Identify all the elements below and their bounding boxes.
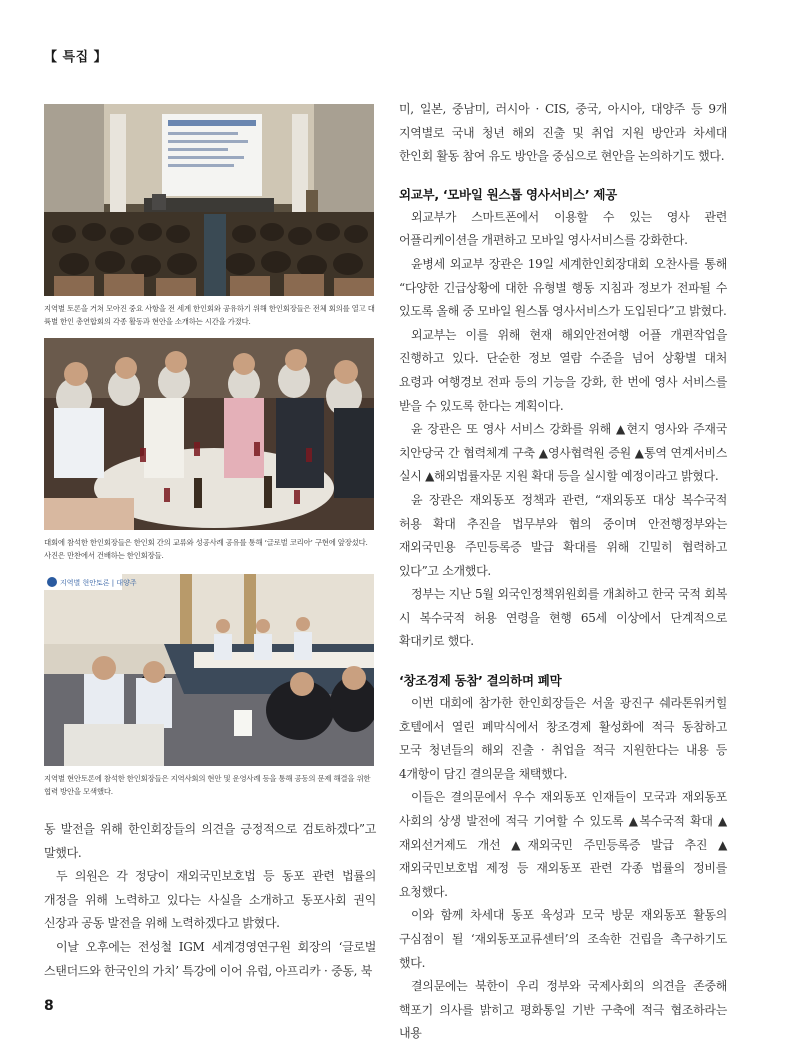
paragraph: 미, 일본, 중남미, 러시아 · CIS, 중국, 아시아, 대양주 등 9개 지역별로 국내 청년 해외 진출 및 취업 지원 방안과 차세대 한인회 활동 참여 유도 방안을 중심으로 현안을 논의하기도 했다. [399, 102, 727, 164]
page-number: 8 [44, 998, 54, 1014]
section-tag: 【 특집 】 [44, 50, 108, 65]
paragraph: 정부는 지난 5월 외국인정책위원회를 개최하고 한국 국적 회복 시 복수국적 허용 연령을 현행 65세 이상에서 단계적으로 확대키로 했다. [399, 587, 727, 649]
conference-hall-photo [44, 104, 374, 296]
section-heading: 외교부, ‘모바일 원스톱 영사서비스’ 제공 [399, 186, 617, 202]
regional-meeting-photo [44, 574, 374, 766]
paragraph: 외교부가 스마트폰에서 이용할 수 있는 영사 관련 어플리케이션을 개편하고 모바일 영사서비스를 강화한다. [399, 209, 727, 248]
paragraph: 이와 함께 차세대 동포 육성과 모국 방문 재외동포 활동의 구심점이 될 ‘재외동포교류센터’의 조속한 건립을 촉구하기도 했다. [399, 908, 727, 970]
paragraph: 윤병세 외교부 장관은 19일 세계한인회장대회 오찬사를 통해 “다양한 긴급상황에 대한 유형별 행동 지침과 정보가 전파될 수 있도록 올해 중 모바일 원스톱 영사서비스가 도입된다”고 밝혔다. [399, 256, 727, 319]
paragraph: 이날 오후에는 전성철 IGM 세계경영연구원 회장의 ‘글로벌 스탠더드와 한국인의 가치’ 특강에 이어 유럽, 아프리카 · 중동, 북 [44, 939, 376, 978]
paragraph: 동 발전을 위해 한인회장들의 의견을 긍정적으로 검토하겠다”고 말했다. [44, 822, 376, 860]
paragraph: 윤 장관은 또 영사 서비스 강화를 위해 ▲현지 영사와 주재국 치안당국 간 협력체계 구축 ▲영사협력원 증원 ▲통역 연계서비스 실시 ▲해외법률자문 지원 확대 등을 실시할 예정이라고 밝혔다. [399, 422, 727, 484]
paragraph: 윤 장관은 재외동포 정책과 관련, “재외동포 대상 복수국적 허용 확대 추진을 법무부와 협의 중이며 안전행정부와는 재외국민용 주민등록증 발급 확대를 위해 긴밀히 협력하고 있다”고 소개했다. [399, 492, 727, 578]
paragraph: 이들은 결의문에서 우수 재외동포 인재들이 모국과 재외동포 사회의 상생 발전에 적극 기여할 수 있도록 ▲복수국적 확대 ▲재외선거제도 개선 ▲재외국민 주민등록증 발급 추진 ▲재외국민보호법 제정 등 재외동포 관련 각종 법률의 정비를 요청했다. [399, 790, 727, 899]
left-column-text [44, 818, 376, 983]
section-heading: ‘창조경제 동참’ 결의하며 폐막 [399, 673, 562, 689]
paragraph: 이번 대회에 참가한 한인회장들은 서울 광진구 쉐라톤워커힐 호텔에서 열린 폐막식에서 창조경제 활성화에 적극 동참하고 모국 청년들의 해외 진출 · 취업을 적극 지원한다는 내용 등 4개항이 담긴 결의문을 채택했다. [399, 696, 727, 781]
photo-caption: 대회에 참석한 한인회장들은 한인회 간의 교류와 성공사례 공유를 통해 ‘글로벌 코리아’ 구현에 앞장섰다. 사진은 만찬에서 건배하는 한인회장들. [44, 538, 368, 560]
meeting-banner: 지역별 현안토론 | 대양주 [60, 579, 137, 587]
paragraph: 두 의원은 각 정당이 재외국민보호법 등 동포 관련 법률의 개정을 위해 노력하고 있다는 사실을 소개하고 동포사회 권익 신장과 공동 발전을 위해 노력하겠다고 밝혔다. [44, 869, 376, 931]
photo-caption: 지역별 현안토론에 참석한 한인회장들은 지역사회의 현안 및 운영사례 등을 통해 공동의 문제 해결을 위한 협력 방안을 모색했다. [44, 774, 371, 796]
paragraph: 결의문에는 북한이 우리 정부와 국제사회의 의견을 존중해 핵포기 의사를 밝히고 평화통일 기반 구축에 적극 협조하라는 내용 [399, 979, 727, 1041]
dinner-toast-photo [44, 338, 374, 530]
right-column-text [399, 98, 727, 1046]
paragraph: 외교부는 이를 위해 현재 해외안전여행 어플 개편작업을 진행하고 있다. 단순한 정보 열람 수준을 넘어 상황별 대처 요령과 여행경보 전파 등의 기능을 강화, 한 번에 영사 서비스를 받을 수 있도록 한다는 계획이다. [399, 327, 727, 413]
photo-caption: 지역별 토론을 거쳐 모아진 중요 사항을 전 세계 한인회와 공유하기 위해 한인회장들은 전체 회의를 열고 대륙별 한인 총연합회의 각종 활동과 현안을 소개하는 시간을 가졌다. [44, 304, 375, 326]
